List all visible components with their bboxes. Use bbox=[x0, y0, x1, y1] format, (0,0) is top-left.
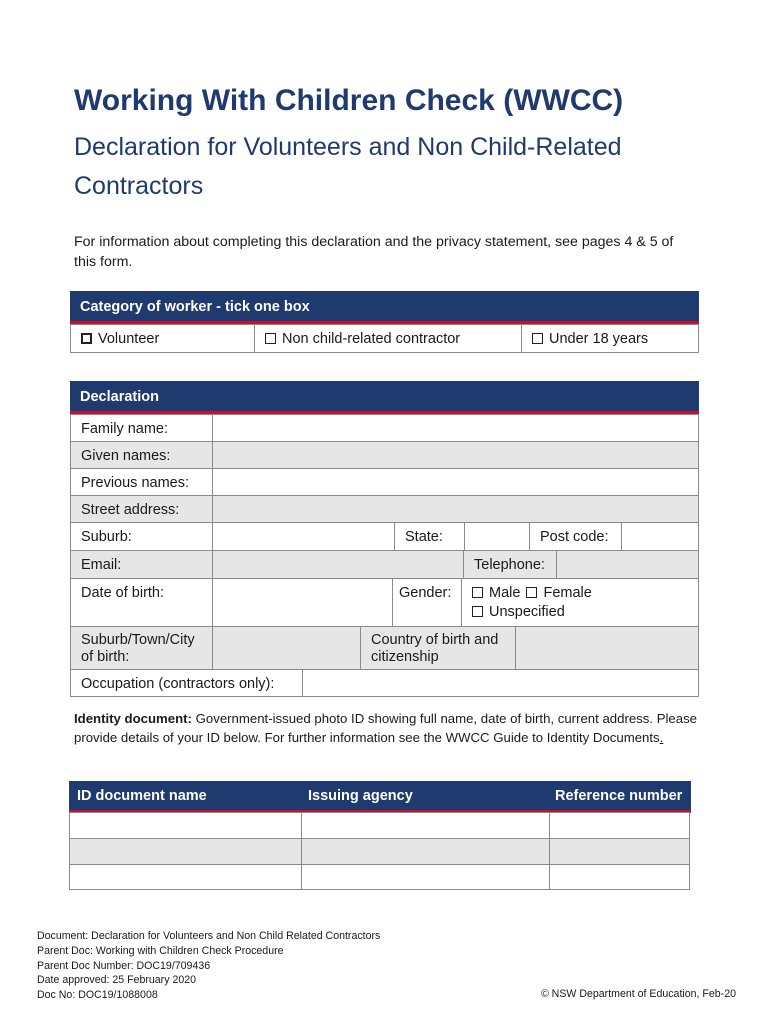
option-under-18[interactable]: Under 18 years bbox=[521, 324, 699, 353]
under-18-checkbox[interactable] bbox=[532, 333, 543, 344]
footer-info bbox=[37, 929, 380, 1003]
footer-parent-number: Parent Doc Number: DOC19/709436 bbox=[37, 959, 211, 972]
country-label: Country of birth and citizenship bbox=[360, 626, 516, 670]
occupation-field[interactable] bbox=[302, 669, 699, 697]
option-contractor[interactable]: Non child-related contractor bbox=[254, 324, 522, 353]
state-label: State: bbox=[394, 522, 465, 551]
id-row-1-agency[interactable] bbox=[301, 812, 550, 839]
telephone-field[interactable] bbox=[556, 550, 699, 579]
id-row-3-name[interactable] bbox=[69, 864, 302, 890]
email-field[interactable] bbox=[212, 550, 464, 579]
country-field[interactable] bbox=[515, 626, 699, 670]
option-volunteer[interactable]: Volunteer bbox=[70, 324, 255, 353]
intro-text: For information about completing this declaration and the privacy statement, see pages 4 & 5 of this form. bbox=[74, 234, 674, 270]
family-name-field[interactable] bbox=[212, 414, 699, 442]
telephone-label: Telephone: bbox=[463, 550, 557, 579]
occupation-label: Occupation (contractors only): bbox=[70, 669, 303, 697]
id-table-header bbox=[69, 781, 691, 813]
volunteer-checkbox[interactable] bbox=[81, 333, 92, 344]
id-row-2-name[interactable] bbox=[69, 838, 302, 865]
previous-names-label: Previous names: bbox=[70, 468, 213, 496]
suburb-field[interactable] bbox=[212, 522, 395, 551]
given-names-field[interactable] bbox=[212, 441, 699, 469]
female-checkbox[interactable] bbox=[526, 587, 537, 598]
id-row-1-name[interactable] bbox=[69, 812, 302, 839]
birth-place-field[interactable] bbox=[212, 626, 361, 670]
state-field[interactable] bbox=[464, 522, 530, 551]
post-code-field[interactable] bbox=[621, 522, 699, 551]
gender-label: Gender: bbox=[392, 578, 462, 627]
post-code-label: Post code: bbox=[529, 522, 622, 551]
street-address-label: Street address: bbox=[70, 495, 213, 523]
col-reference-number: Reference number bbox=[555, 788, 683, 804]
footer-parent-doc: Parent Doc: Working with Children Check Procedure bbox=[37, 944, 284, 957]
id-row-3-reference[interactable] bbox=[549, 864, 690, 890]
street-address-field[interactable] bbox=[212, 495, 699, 523]
family-name-label: Family name: bbox=[70, 414, 213, 442]
id-row-2-agency[interactable] bbox=[301, 838, 550, 865]
gender-options[interactable]: Male Female Unspecified bbox=[461, 578, 699, 627]
given-names-label: Given names: bbox=[70, 441, 213, 469]
id-row-1-reference[interactable] bbox=[549, 812, 690, 839]
footer-approved: Date approved: 25 February 2020 bbox=[37, 974, 197, 987]
identity-note: Identity document: Government-issued photo ID showing full name, date of birth, current address. Please provide details of your ID below. For further information see the WWCC Guide to Identity Documents. bbox=[74, 711, 698, 745]
col-id-document-name: ID document name bbox=[77, 788, 207, 804]
id-row-2-reference[interactable] bbox=[549, 838, 690, 865]
copyright: © NSW Department of Education, Feb-20 bbox=[540, 988, 736, 1000]
category-header: Category of worker - tick one box bbox=[70, 291, 699, 324]
page-title: Working With Children Check (WWCC) bbox=[74, 84, 624, 117]
email-label: Email: bbox=[70, 550, 213, 579]
dob-label: Date of birth: bbox=[70, 578, 213, 627]
id-row-3-agency[interactable] bbox=[301, 864, 550, 890]
footer-doc-no: Doc No: DOC19/1088008 bbox=[37, 989, 158, 1002]
previous-names-field[interactable] bbox=[212, 468, 699, 496]
page-subtitle: Declaration for Volunteers and Non Child-Related Contractors bbox=[74, 133, 622, 200]
male-checkbox[interactable] bbox=[472, 587, 483, 598]
dob-field[interactable] bbox=[212, 578, 393, 627]
footer-document: Document: Declaration for Volunteers and Non Child Related Contractors bbox=[37, 930, 381, 942]
suburb-label: Suburb: bbox=[70, 522, 213, 551]
declaration-header: Declaration bbox=[70, 381, 699, 414]
contractor-checkbox[interactable] bbox=[265, 333, 276, 344]
birth-place-label: Suburb/Town/City of birth: bbox=[70, 626, 213, 670]
col-issuing-agency: Issuing agency bbox=[308, 788, 413, 804]
unspecified-checkbox[interactable] bbox=[472, 606, 483, 617]
